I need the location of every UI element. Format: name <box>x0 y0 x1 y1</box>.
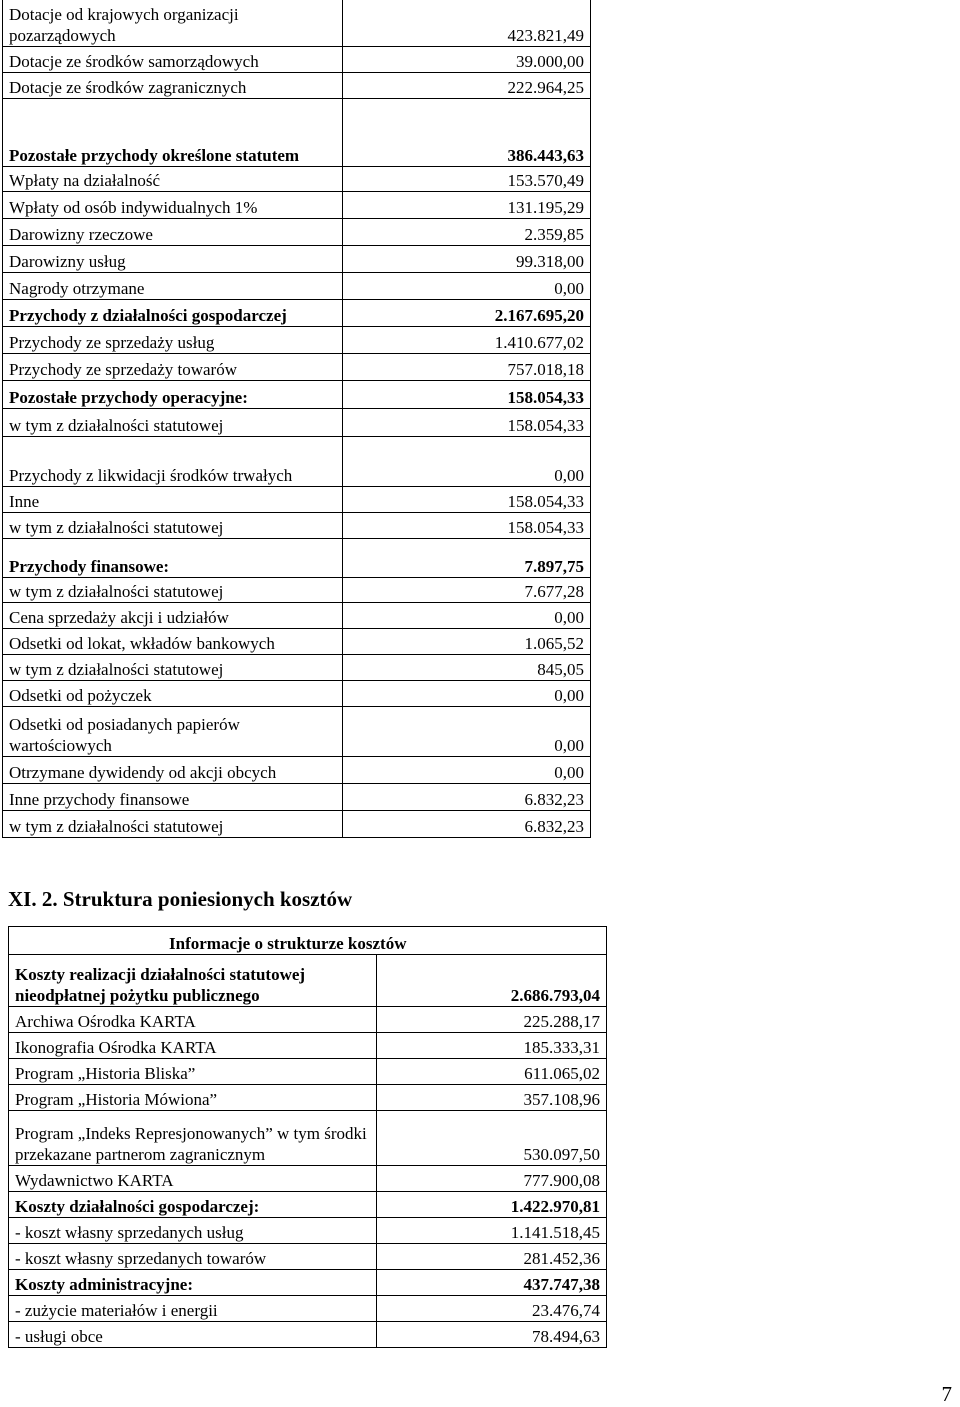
row-label: - usługi obce <box>9 1322 377 1348</box>
table-row <box>3 538 591 577</box>
row-value: 0,00 <box>343 706 591 756</box>
row-label: Nagrody otrzymane <box>3 272 343 299</box>
row-value: 437.747,38 <box>377 1270 607 1296</box>
table-row <box>9 1192 607 1218</box>
row-label: Pozostałe przychody operacyjne: <box>3 380 343 408</box>
row-label: Darowizny usług <box>3 245 343 272</box>
row-value: 222.964,25 <box>343 72 591 98</box>
row-value: 225.288,17 <box>377 1007 607 1033</box>
table-row <box>3 353 591 380</box>
row-label: Dotacje ze środków samorządowych <box>3 46 343 72</box>
table-row <box>3 46 591 72</box>
row-value: 0,00 <box>343 680 591 706</box>
row-label: Przychody finansowe: <box>3 538 343 577</box>
row-value: 757.018,18 <box>343 353 591 380</box>
row-label: Koszty realizacji działalności statutowej nieodpłatnej pożytku publicznego <box>9 955 377 1007</box>
row-value: 6.832,23 <box>343 810 591 837</box>
row-label: Otrzymane dywidendy od akcji obcych <box>3 756 343 783</box>
row-label: Przychody z likwidacji środków trwałych <box>3 436 343 486</box>
row-value: 0,00 <box>343 756 591 783</box>
row-label: Wpłaty od osób indywidualnych 1% <box>3 191 343 218</box>
table-row <box>3 191 591 218</box>
row-value: 1.422.970,81 <box>377 1192 607 1218</box>
row-value: 39.000,00 <box>343 46 591 72</box>
row-label: w tym z działalności statutowej <box>3 577 343 602</box>
row-value: 0,00 <box>343 602 591 628</box>
row-value: 1.141.518,45 <box>377 1218 607 1244</box>
row-value: 281.452,36 <box>377 1244 607 1270</box>
row-label: Odsetki od pożyczek <box>3 680 343 706</box>
row-label: Przychody z działalności gospodarczej <box>3 299 343 326</box>
row-label: Inne <box>3 486 343 512</box>
row-value: 2.359,85 <box>343 218 591 245</box>
row-value: 386.443,63 <box>343 98 591 166</box>
table-row <box>3 408 591 436</box>
table-row <box>3 602 591 628</box>
row-label: Przychody ze sprzedaży towarów <box>3 353 343 380</box>
row-label: Przychody ze sprzedaży usług <box>3 326 343 353</box>
row-label: Pozostałe przychody określone statutem <box>3 98 343 166</box>
table-row <box>3 218 591 245</box>
row-value: 131.195,29 <box>343 191 591 218</box>
table-row <box>3 299 591 326</box>
row-label: Odsetki od posiadanych papierów wartościowych <box>3 706 343 756</box>
row-value: 7.677,28 <box>343 577 591 602</box>
row-value: 153.570,49 <box>343 166 591 191</box>
table-row <box>3 0 591 46</box>
table-row <box>3 166 591 191</box>
row-value: 845,05 <box>343 654 591 680</box>
section-title: XI. 2. Struktura poniesionych kosztów <box>8 887 353 911</box>
row-label: Darowizny rzeczowe <box>3 218 343 245</box>
table-row <box>3 272 591 299</box>
row-value: 1.065,52 <box>343 628 591 654</box>
row-value: 357.108,96 <box>377 1085 607 1111</box>
row-value: 6.832,23 <box>343 783 591 810</box>
row-label: Program „Historia Mówiona” <box>9 1085 377 1111</box>
row-value: 158.054,33 <box>343 380 591 408</box>
costs-header-row <box>9 927 607 955</box>
row-value: 1.410.677,02 <box>343 326 591 353</box>
row-value: 185.333,31 <box>377 1033 607 1059</box>
row-label: - koszt własny sprzedanych usług <box>9 1218 377 1244</box>
row-label: w tym z działalności statutowej <box>3 810 343 837</box>
row-value: 423.821,49 <box>343 0 591 46</box>
row-label: - koszt własny sprzedanych towarów <box>9 1244 377 1270</box>
row-value: 0,00 <box>343 436 591 486</box>
table-row <box>3 756 591 783</box>
table-row <box>9 1296 607 1322</box>
table-row <box>3 245 591 272</box>
row-label: Program „Indeks Represjonowanych” w tym środki przekazane partnerom zagranicznym <box>9 1111 377 1166</box>
row-value: 611.065,02 <box>377 1059 607 1085</box>
table-row <box>9 1322 607 1348</box>
row-value: 2.686.793,04 <box>377 955 607 1007</box>
table-row <box>3 810 591 837</box>
table-row <box>3 486 591 512</box>
row-label: Koszty działalności gospodarczej: <box>9 1192 377 1218</box>
costs-table <box>8 926 607 1348</box>
row-value: 23.476,74 <box>377 1296 607 1322</box>
row-value: 78.494,63 <box>377 1322 607 1348</box>
row-value: 0,00 <box>343 272 591 299</box>
table-row <box>9 1085 607 1111</box>
table-row <box>9 1270 607 1296</box>
row-value: 158.054,33 <box>343 486 591 512</box>
table-row <box>3 72 591 98</box>
row-value: 2.167.695,20 <box>343 299 591 326</box>
table-row <box>3 628 591 654</box>
table-row <box>3 436 591 486</box>
table-row <box>9 1218 607 1244</box>
row-label: Dotacje ze środków zagranicznych <box>3 72 343 98</box>
table-row <box>3 512 591 538</box>
table-row <box>3 380 591 408</box>
row-label: Wpłaty na działalność <box>3 166 343 191</box>
table-row <box>3 577 591 602</box>
row-label: - zużycie materiałów i energii <box>9 1296 377 1322</box>
row-label: w tym z działalności statutowej <box>3 512 343 538</box>
table-row <box>3 783 591 810</box>
table-row <box>3 706 591 756</box>
row-label: Wydawnictwo KARTA <box>9 1166 377 1192</box>
table-row <box>3 680 591 706</box>
table-row <box>3 654 591 680</box>
row-label: Archiwa Ośrodka KARTA <box>9 1007 377 1033</box>
table-row <box>9 1244 607 1270</box>
row-value: 777.900,08 <box>377 1166 607 1192</box>
row-label: Koszty administracyjne: <box>9 1270 377 1296</box>
row-label: Dotacje od krajowych organizacji pozarządowych <box>3 0 343 46</box>
row-value: 158.054,33 <box>343 512 591 538</box>
row-label: w tym z działalności statutowej <box>3 654 343 680</box>
row-value: 158.054,33 <box>343 408 591 436</box>
row-value: 7.897,75 <box>343 538 591 577</box>
row-label: w tym z działalności statutowej <box>3 408 343 436</box>
table-row <box>9 1033 607 1059</box>
row-label: Cena sprzedaży akcji i udziałów <box>3 602 343 628</box>
row-label: Odsetki od lokat, wkładów bankowych <box>3 628 343 654</box>
row-label: Program „Historia Bliska” <box>9 1059 377 1085</box>
table-row <box>9 1166 607 1192</box>
table-row <box>3 98 591 166</box>
row-value: 99.318,00 <box>343 245 591 272</box>
table-row <box>3 326 591 353</box>
row-label: Ikonografia Ośrodka KARTA <box>9 1033 377 1059</box>
row-label: Inne przychody finansowe <box>3 783 343 810</box>
costs-table-header: Informacje o strukturze kosztów <box>9 927 607 955</box>
table-row <box>9 1059 607 1085</box>
table-row <box>9 1111 607 1166</box>
page-number: 7 <box>941 1382 952 1406</box>
income-table <box>2 0 591 838</box>
row-value: 530.097,50 <box>377 1111 607 1166</box>
table-row <box>9 955 607 1007</box>
table-row <box>9 1007 607 1033</box>
